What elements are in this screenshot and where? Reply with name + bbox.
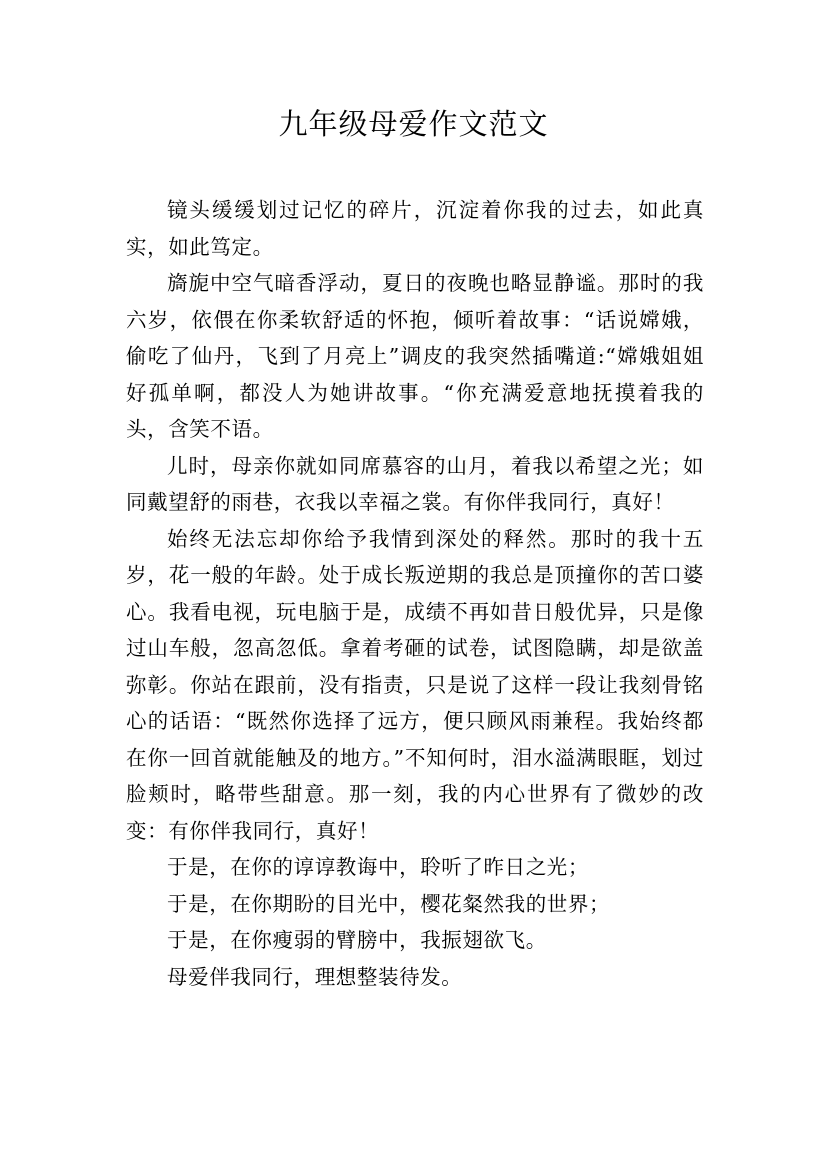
paragraph-4: 始终无法忘却你给予我情到深处的释然。那时的我十五岁，花一般的年龄。处于成长叛逆期的我总是顶撞你的苦口婆心。我看电视，玩电脑于是，成绩不再如昔日般优异，只是像过山车般，忽高忽低。拿着考砸的试卷，试图隐瞒，却是欲盖弥彰。你站在跟前，没有指责，只是说了这样一段让我刻骨铭心的话语：“既然你选择了远方，便只顾风雨兼程。我始终都在你一回首就能触及的地方。”不知何时，泪水溢满眼眶，划过脸颊时，略带些甜意。那一刻，我的内心世界有了微妙的改变：有你伴我同行，真好！ xyxy=(126,526,704,843)
paragraph-2: 旖旎中空气暗香浮动，夏日的夜晚也略显静谧。那时的我六岁，依偎在你柔软舒适的怀抱，倾听着故事：“话说嫦娥，偷吃了仙丹，飞到了月亮上”调皮的我突然插嘴道:“嫦娥姐姐好孤单啊，都没人为她讲故事。“你充满爱意地抚摸着我的头，含笑不语。 xyxy=(126,271,704,441)
paragraph-1: 镜头缓缓划过记忆的碎片，沉淀着你我的过去，如此真实，如此笃定。 xyxy=(126,198,704,259)
document-title: 九年级母爱作文范文 xyxy=(278,107,549,141)
paragraph-7: 于是，在你瘦弱的臂膀中，我振翅欲飞。 xyxy=(167,928,547,952)
paragraph-3: 儿时，母亲你就如同席慕容的山月，着我以希望之光；如同戴望舒的雨巷，衣我以幸福之裳。有你伴我同行，真好！ xyxy=(126,453,704,514)
document-body xyxy=(126,192,704,995)
paragraph-6: 于是，在你期盼的目光中，樱花粲然我的世界； xyxy=(167,891,611,916)
paragraph-8: 母爱伴我同行，理想整装待发。 xyxy=(167,964,463,989)
paragraph-5: 于是，在你的谆谆教诲中，聆听了昨日之光； xyxy=(167,855,589,879)
